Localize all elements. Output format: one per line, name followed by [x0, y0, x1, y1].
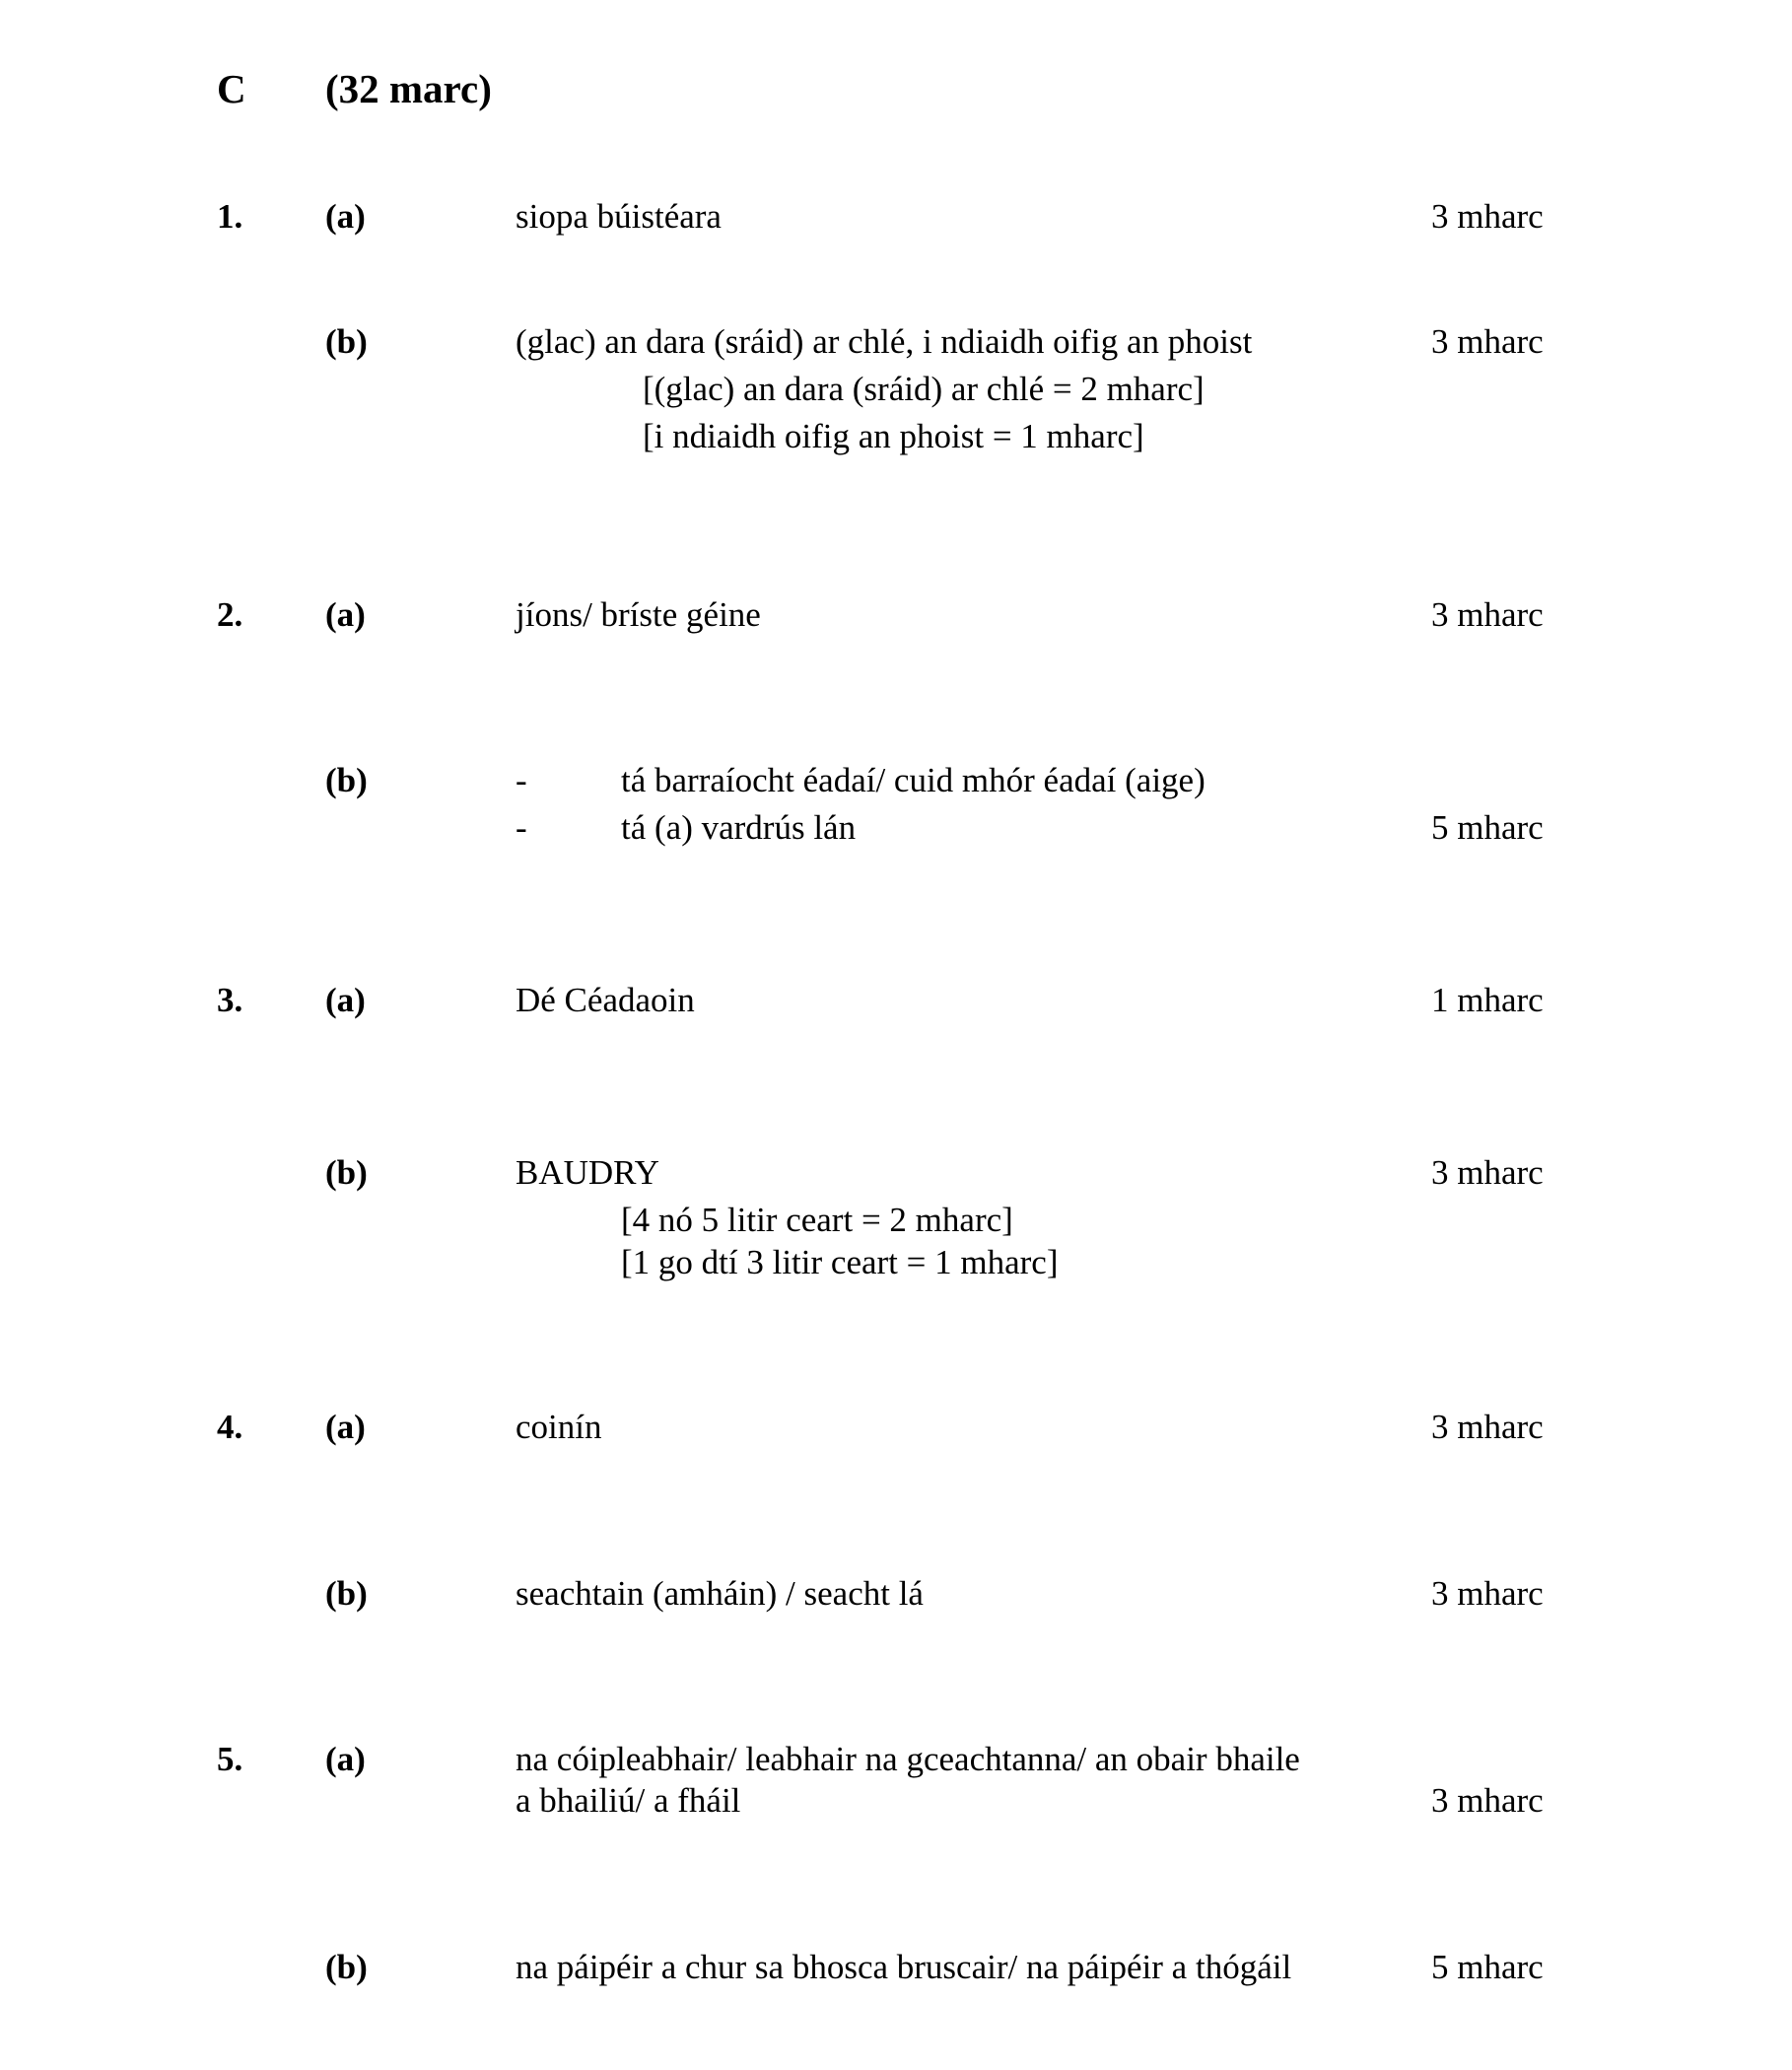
marks-value: 3 mharc	[1431, 197, 1544, 236]
part-label: (b)	[325, 1153, 368, 1192]
answer-text: na páipéir a chur sa bhosca bruscair/ na páipéir a thógáil	[516, 1948, 1292, 1986]
marks-value: 3 mharc	[1431, 322, 1544, 361]
part-label: (a)	[325, 197, 366, 236]
marks-value: 3 mharc	[1431, 1153, 1544, 1192]
question-number: 3.	[217, 981, 243, 1019]
part-label: (a)	[325, 1740, 366, 1778]
marks-value: 3 mharc	[1431, 1781, 1544, 1820]
bullet-text: tá (a) vardrús lán	[621, 808, 857, 847]
part-label: (b)	[325, 1574, 368, 1613]
marking-note: [i ndiaidh oifig an phoist = 1 mharc]	[643, 417, 1144, 455]
part-label: (b)	[325, 761, 368, 799]
marking-note: [1 go dtí 3 litir ceart = 1 mharc]	[621, 1243, 1059, 1281]
question-number: 2.	[217, 595, 243, 634]
marks-value: 5 mharc	[1431, 808, 1544, 847]
answer-text: Dé Céadaoin	[516, 981, 695, 1019]
answer-text: jíons/ bríste géine	[516, 595, 761, 634]
answer-text: siopa búistéara	[516, 197, 722, 236]
part-label: (b)	[325, 322, 368, 361]
answer-text: (glac) an dara (sráid) ar chlé, i ndiaidh oifig an phoist	[516, 322, 1253, 361]
marking-note: [4 nó 5 litir ceart = 2 mharc]	[621, 1201, 1013, 1239]
part-label: (a)	[325, 981, 366, 1019]
marks-value: 3 mharc	[1431, 595, 1544, 634]
bullet-text: tá barraíocht éadaí/ cuid mhór éadaí (aige)	[621, 761, 1206, 799]
answer-text: a bhailiú/ a fháil	[516, 1781, 741, 1820]
question-number: 5.	[217, 1740, 243, 1778]
answer-text: BAUDRY	[516, 1153, 659, 1192]
part-label: (a)	[325, 595, 366, 634]
answer-text: seachtain (amháin) / seacht lá	[516, 1574, 924, 1613]
part-label: (a)	[325, 1408, 366, 1446]
question-number: 1.	[217, 197, 243, 236]
question-number: 4.	[217, 1408, 243, 1446]
bullet-dash: -	[516, 808, 527, 847]
section-letter: C	[217, 66, 246, 111]
part-label: (b)	[325, 1948, 368, 1986]
answer-text: coinín	[516, 1408, 602, 1446]
marks-value: 5 mharc	[1431, 1948, 1544, 1986]
answer-text: na cóipleabhair/ leabhair na gceachtanna/ an obair bhaile	[516, 1740, 1300, 1778]
section-marks: (32 marc)	[325, 66, 492, 111]
marks-value: 3 mharc	[1431, 1574, 1544, 1613]
marks-value: 1 mharc	[1431, 981, 1544, 1019]
marks-value: 3 mharc	[1431, 1408, 1544, 1446]
bullet-dash: -	[516, 761, 527, 799]
marking-note: [(glac) an dara (sráid) ar chlé = 2 mharc]	[643, 370, 1205, 408]
